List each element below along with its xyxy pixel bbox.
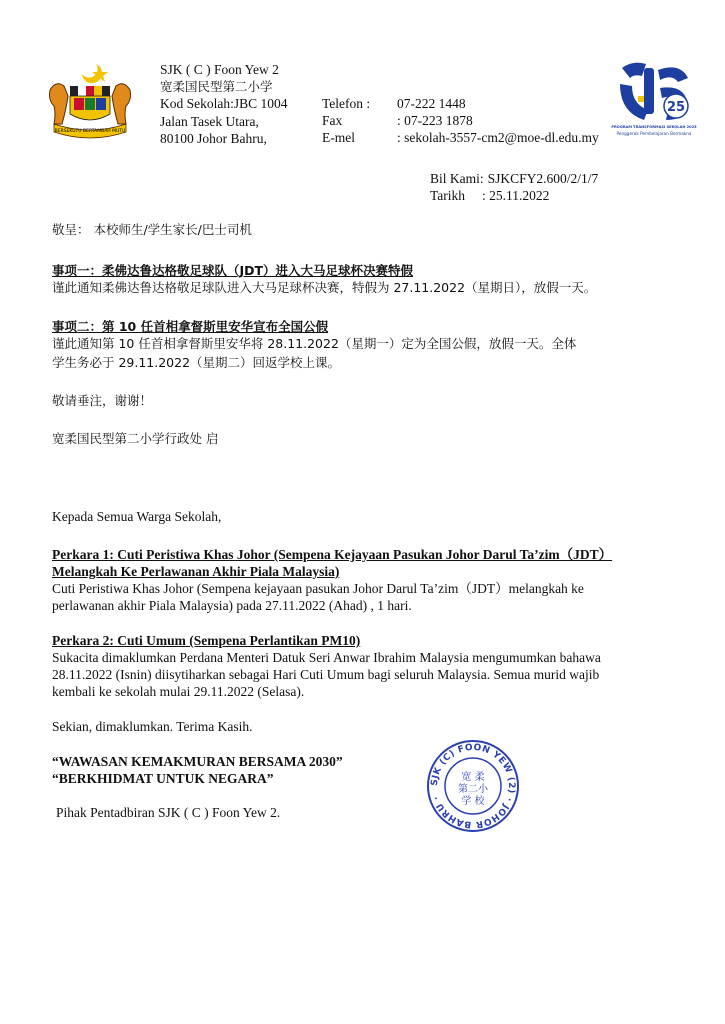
- crest-motto: BERSEKUTU BERTAMBAH MUTU: [54, 129, 126, 134]
- chinese-item1-body: 谨此通知柔佛达鲁达格敬足球队进入大马足球杯决赛，特假为 27.11.2022（星期日），放假一天。: [52, 280, 597, 295]
- telefon-row: [322, 95, 599, 112]
- perkara2-body-line-2: 28.11.2022 (Isnin) diisytiharkan sebagai Hari Cuti Umum bagi seluruh Malaysia. Semua murid wajib: [52, 667, 600, 682]
- email-row: [322, 129, 599, 146]
- chinese-item2-body-2: 学生务必于 29.11.2022（星期二）回返学校上课。: [52, 355, 341, 370]
- malay-salutation: Kepada Semua Warga Sekolah,: [52, 509, 222, 524]
- perkara1-title-line-1: Perkara 1: Cuti Peristiwa Khas Johor (Sempena Kejayaan Pasukan Johor Darul Ta’zim（JDT）: [52, 547, 613, 562]
- malay-signoff: Pihak Pentadbiran SJK ( C ) Foon Yew 2.: [56, 805, 281, 820]
- school-stamp-icon: [425, 738, 521, 834]
- perkara1-title-line-2: Melangkah Ke Perlawanan Akhir Piala Malaysia): [52, 564, 340, 579]
- chinese-item1-title: 事项一：柔佛达鲁达格敬足球队（JDT）进入大马足球杯决赛特假: [52, 263, 414, 278]
- transformasi-sekolah-2025-logo-icon: [611, 58, 697, 144]
- school-code: Kod Sekolah:JBC 1004: [160, 96, 288, 112]
- perkara2-body-line-1: Sukacita dimaklumkan Perdana Menteri Datuk Seri Anwar Ibrahim Malaysia mengumumkan bahawa: [52, 650, 601, 665]
- school-info: [160, 61, 288, 147]
- tarikh-row: [430, 187, 598, 204]
- motto-line-2: “BERKHIDMAT UNTUK NEGARA”: [52, 771, 274, 786]
- telefon-label: Telefon :: [322, 96, 371, 111]
- motto-line-1: “WAWASAN KEMAKMURAN BERSAMA 2030”: [52, 754, 343, 769]
- reference-block: [430, 170, 598, 204]
- tarikh-label: Tarikh: [430, 188, 466, 203]
- chinese-closing: 敬请垂注，谢谢！: [52, 393, 153, 408]
- chinese-salutation: 敬呈： 本校师生/学生家长/巴士司机: [52, 222, 252, 237]
- email-label: E-mel: [322, 130, 355, 145]
- stamp-center-line-3: 学 校: [461, 796, 485, 807]
- fax-label: Fax: [322, 113, 343, 128]
- fax-value: : 07-223 1878: [397, 113, 473, 128]
- perkara2-title: Perkara 2: Cuti Umum (Sempena Perlantikan PM10): [52, 633, 361, 648]
- malaysia-coat-of-arms-icon: [44, 60, 136, 146]
- stamp-center-line-1: 宽 柔: [461, 772, 485, 783]
- school-name: SJK ( C ) Foon Yew 2: [160, 62, 279, 77]
- email-value[interactable]: : sekolah-3557-cm2@moe-dl.edu.my: [397, 130, 599, 145]
- address-line-1: Jalan Tasek Utara,: [160, 113, 259, 129]
- fax-row: [322, 112, 599, 129]
- tarikh-value: : 25.11.2022: [482, 188, 550, 203]
- stamp-ring-text: SJK (C) FOON YEW (2) · JOHOR BAHRU ·: [429, 742, 517, 830]
- bil-label: Bil Kami:: [430, 171, 484, 186]
- chinese-item2-title: 事项二：第 10 任首相拿督斯里安华宣布全国公假: [52, 319, 329, 334]
- logo-number: 25: [666, 100, 686, 115]
- logo-caption-1: PROGRAM TRANSFORMASI SEKOLAH 2025: [611, 125, 697, 129]
- logo-caption-2: Penggerak Pembelajaran Bermakna: [616, 131, 692, 136]
- bil-value: SJKCFY2.600/2/1/7: [487, 171, 599, 186]
- address-line-2: 80100 Johor Bahru,: [160, 130, 267, 146]
- stamp-center-line-2: 第二小: [458, 784, 488, 795]
- contact-info: [322, 95, 599, 146]
- chinese-signoff: 宽柔国民型第二小学行政处 启: [52, 431, 219, 446]
- perkara1-body-line-1: Cuti Peristiwa Khas Johor (Sempena kejayaan pasukan Johor Darul Ta’zim（JDT）melangkah ke: [52, 581, 584, 596]
- bil-row: [430, 170, 598, 187]
- perkara1-body-line-2: perlawanan akhir Piala Malaysia) pada 27.11.2022 (Ahad) , 1 hari.: [52, 598, 412, 613]
- chinese-item2-body-1: 谨此通知第 10 任首相拿督斯里安华将 28.11.2022（星期一）定为全国公假，放假一天。全体: [52, 336, 577, 351]
- malay-closing: Sekian, dimaklumkan. Terima Kasih.: [52, 719, 253, 734]
- school-name-chinese: 宽柔国民型第二小学: [160, 79, 273, 95]
- perkara2-body-line-3: kembali ke sekolah mulai 29.11.2022 (Selasa).: [52, 684, 305, 699]
- telefon-value: 07-222 1448: [397, 96, 466, 111]
